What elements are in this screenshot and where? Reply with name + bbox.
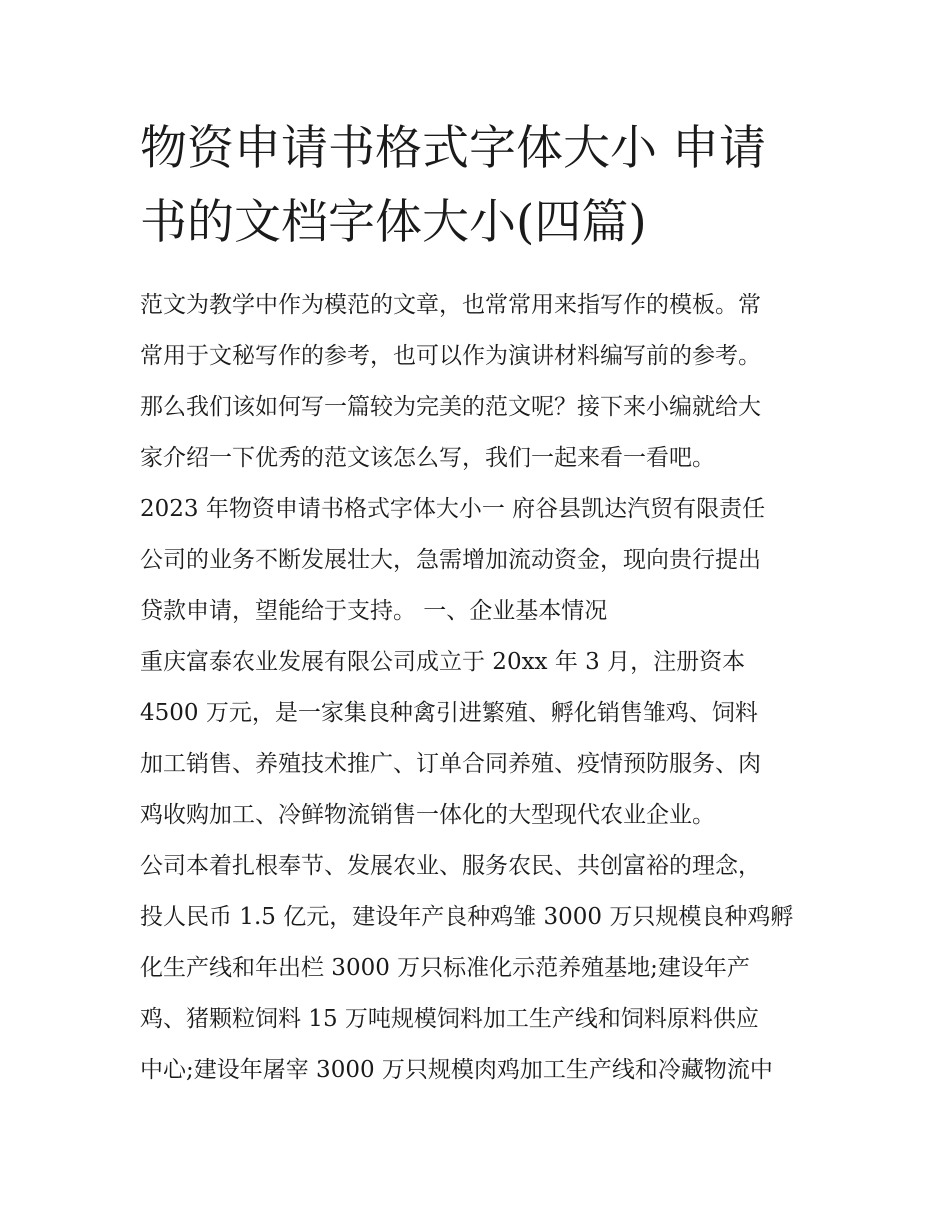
body-line: 4500 万元，是一家集良种禽引进繁殖、孵化销售雏鸡、饲料 — [140, 700, 758, 726]
body-line: 那么我们该如何写一篇较为完美的范文呢？接下来小编就给大 — [140, 394, 761, 420]
body-line: 家介绍一下优秀的范文该怎么写，我们一起来看一看吧。 — [140, 445, 715, 471]
title-line-2: 书的文档字体大小(四篇) — [140, 195, 647, 250]
document-body — [140, 280, 820, 1096]
body-line: 范文为教学中作为模范的文章，也常常用来指写作的模板。常 — [140, 292, 761, 318]
body-line: 中心;建设年屠宰 3000 万只规模肉鸡加工生产线和冷藏物流中 — [140, 1057, 773, 1083]
body-line: 常用于文秘写作的参考，也可以作为演讲材料编写前的参考。 — [140, 343, 761, 369]
body-line: 重庆富泰农业发展有限公司成立于 20xx 年 3 月，注册资本 — [140, 649, 746, 675]
title-line-1: 物资申请书格式字体大小 申请 — [140, 121, 766, 176]
body-line: 公司的业务不断发展壮大，急需增加流动资金，现向贵行提出 — [140, 547, 761, 573]
body-line: 加工销售、养殖技术推广、订单合同养殖、疫情预防服务、肉 — [140, 751, 761, 777]
body-line: 鸡收购加工、冷鲜物流销售一体化的大型现代农业企业。 — [140, 802, 715, 828]
document-title — [140, 112, 820, 260]
body-line: 贷款申请，望能给于支持。 一、企业基本情况 — [140, 598, 608, 624]
body-line: 投人民币 1.5 亿元，建设年产良种鸡雏 3000 万只规模良种鸡孵 — [140, 904, 794, 930]
body-line: 鸡、猪颗粒饲料 15 万吨规模饲料加工生产线和饲料原料供应 — [140, 1006, 759, 1032]
body-line: 化生产线和年出栏 3000 万只标准化示范养殖基地;建设年产 — [140, 955, 750, 981]
body-line: 公司本着扎根奉节、发展农业、服务农民、共创富裕的理念， — [140, 853, 761, 879]
body-line: 2023 年物资申请书格式字体大小一 府谷县凯达汽贸有限责任 — [140, 496, 766, 522]
